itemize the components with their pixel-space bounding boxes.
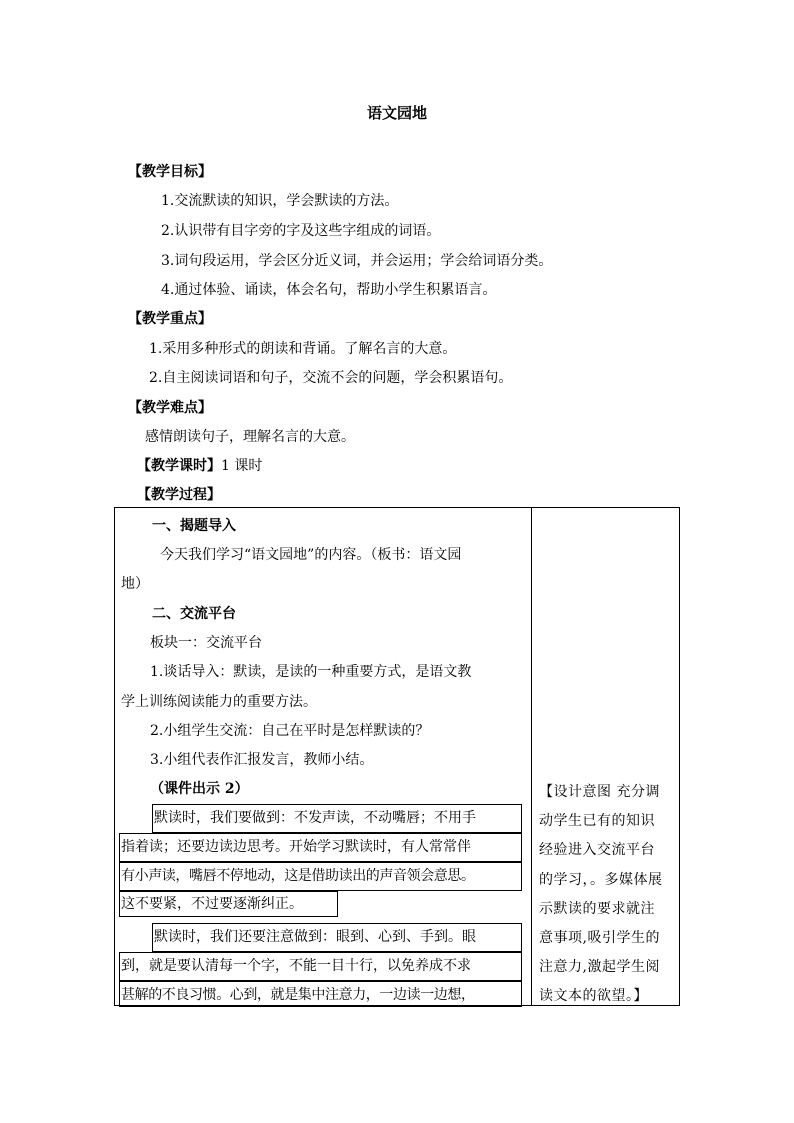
- design-intent-line: 意事项,吸引学生的: [539, 930, 660, 947]
- objective-item: 2.认识带有目字旁的字及这些字组成的词语。: [161, 223, 441, 239]
- section-heading: 一、揭题导入: [152, 518, 236, 534]
- design-intent-line: 读文本的欲望。】: [539, 988, 648, 1005]
- objective-item: 4.通过体验、诵读，体会名句，帮助小学生积累语言。: [161, 282, 497, 298]
- paragraph-line: 2.小组学生交流：自己在平时是怎样默读的？: [150, 723, 430, 739]
- table-column-divider: [531, 508, 532, 1005]
- quote-line: 这不要紧，不过要逐渐纠正。: [121, 896, 303, 912]
- difficulties-text: 感情朗读句子，理解名言的大意。: [145, 429, 355, 445]
- paragraph-line: 地）: [121, 576, 149, 592]
- key-point-item: 2.自主阅读词语和句子，交流不会的问题，学会积累语句。: [149, 370, 513, 386]
- quote-line: 指着读；还要边读边思考。开始学习默读时，有人常常伴: [121, 839, 471, 855]
- hours-heading: 【教学课时】: [137, 458, 221, 474]
- key-points-heading: 【教学重点】: [128, 311, 212, 327]
- paragraph-line: 3.小组代表作汇报发言，教师小结。: [150, 752, 374, 768]
- paragraph-line: 1.谈话导入：默读，是读的一种重要方式，是语文教: [150, 664, 472, 680]
- quote-line: 甚解的不良习惯。心到，就是集中注意力，一边读一边想，: [121, 987, 475, 1003]
- document-title: 语文园地: [366, 104, 427, 122]
- paragraph-line: 今天我们学习“语文园地”的内容。（板书：语文园: [160, 547, 462, 563]
- paragraph-line: 学上训练阅读能力的重要方法。: [121, 694, 317, 710]
- paragraph-line: 板块一：交流平台: [150, 635, 262, 651]
- design-intent-line: 注意力,激起学生阅: [539, 959, 660, 976]
- quote-line: 默读时，我们还要注意做到：眼到、心到、手到。眼: [154, 929, 476, 945]
- quote-line: 默读时，我们要做到：不发声读，不动嘴唇；不用手: [154, 810, 476, 826]
- courseware-label: （课件出示 2）: [150, 781, 249, 797]
- process-table: [114, 507, 680, 1006]
- process-heading: 【教学过程】: [137, 487, 221, 503]
- objectives-heading: 【教学目标】: [128, 164, 212, 180]
- objective-item: 3.词句段运用，学会区分近义词，并会运用；学会给词语分类。: [161, 253, 553, 269]
- hours-text: 1 课时: [221, 458, 263, 474]
- design-intent-line: 【设计意图 充分调: [539, 784, 660, 800]
- design-intent-line: 的学习，。多媒体展: [539, 871, 663, 888]
- quote-line: 到，就是要认清每一个字，不能一目十行，以免养成不求: [121, 958, 471, 974]
- difficulties-heading: 【教学难点】: [128, 400, 212, 416]
- design-intent-line: 动学生已有的知识: [539, 813, 655, 830]
- quote-line: 有小声读，嘴唇不停地动，这是借助读出的声音领会意思。: [121, 868, 475, 884]
- design-intent: [539, 778, 675, 1012]
- hours-line: [137, 456, 262, 476]
- design-intent-line: 示默读的要求就注: [539, 900, 655, 917]
- key-point-item: 1.采用多种形式的朗读和背诵。了解名言的大意。: [149, 341, 457, 357]
- section-heading: 二、交流平台: [152, 606, 236, 622]
- design-intent-line: 经验进入交流平台: [539, 842, 655, 859]
- objective-item: 1.交流默读的知识，学会默读的方法。: [161, 193, 399, 209]
